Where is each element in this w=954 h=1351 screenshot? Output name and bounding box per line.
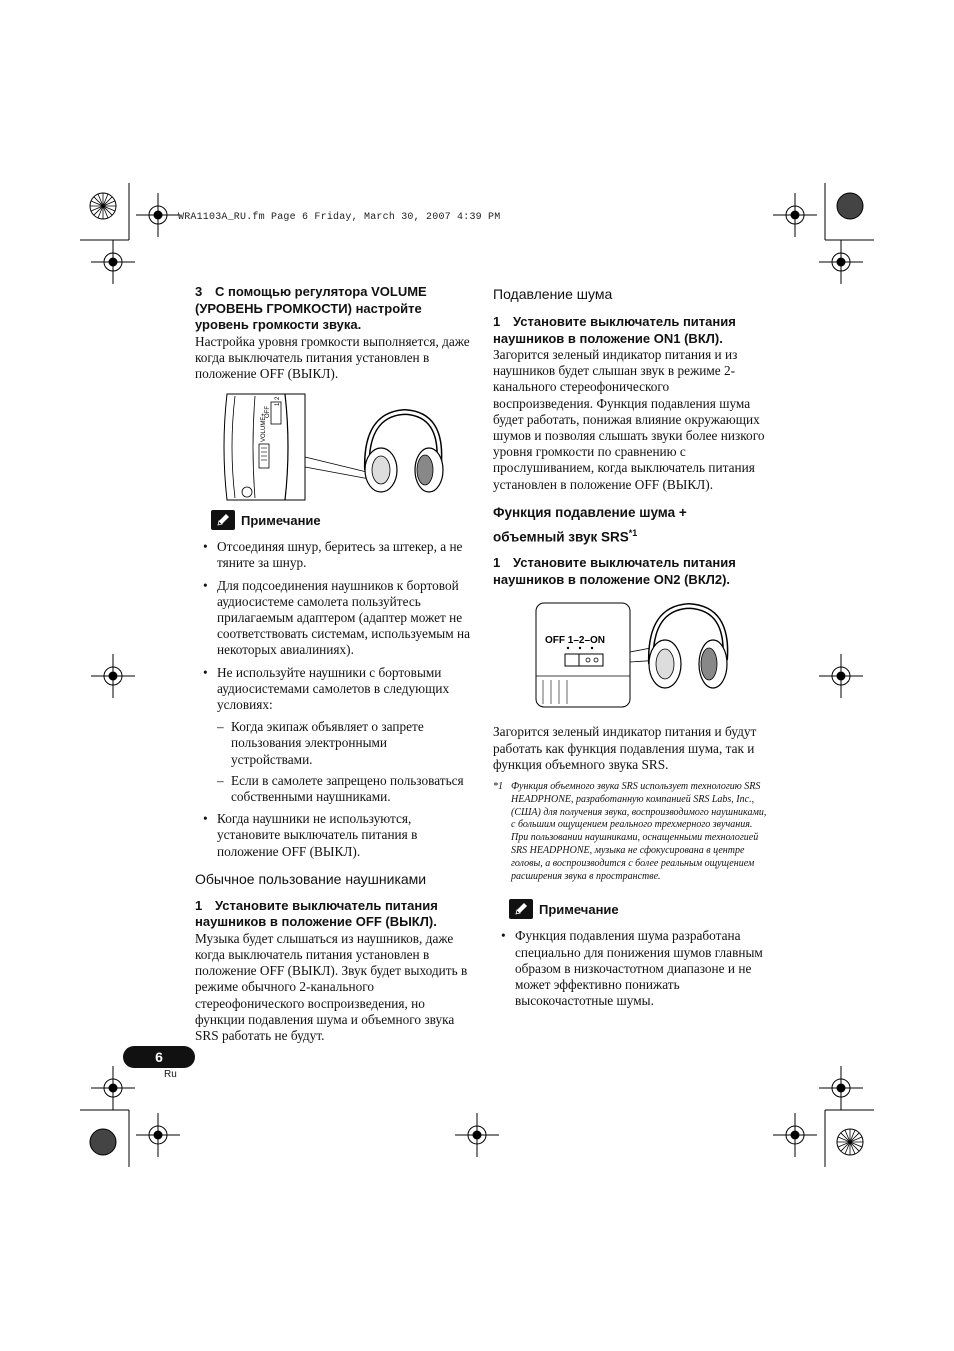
switch-figure xyxy=(493,602,769,710)
section-title-normal: Обычное пользование наушниками xyxy=(195,870,427,887)
step-1-normal: 1 Установите выключатель питания наушников в положение OFF (ВЫКЛ). xyxy=(195,897,438,930)
section-normal-body: Музыка будет слышаться из наушников, даже когда выключатель питания установлен в положение OFF (ВЫКЛ). Звук будет выходить в режиме обычного 2-канального стереофонического воспроизведения, но функции подавления шума и объемного звука SRS работать не будут. xyxy=(195,930,468,1043)
step-3-body: Настройка уровня громкости выполняется, даже когда выключатель питания установлен в положение OFF (ВЫКЛ). xyxy=(195,333,470,381)
list-item: • Не используйте наушники с бортовыми аудиосистемами самолетов в следующих условиях: – Когда экипаж объявляет о запрете пользования электронными устройствами. – Если в самолете запрещено пользоваться собственными наушниками. xyxy=(195,665,471,806)
switch-label: OFF 1–2–ON xyxy=(545,635,606,647)
step-1-nc: 1 Установите выключатель питания наушников в положение ON1 (ВКЛ). xyxy=(493,314,736,346)
footnote-srs: *1 Функция объемного звука SRS использует технологию SRS HEADPHONE, разработанную компанией SRS Labs, Inc., (США) для получения звука, воспроизводимого наушниками, с большим ощущением реального трехмерного звучания. При пользовании наушниками, оснащенными технологией SRS HEADPHONE, музыка не сфокусирована в центре головы, а воспроизводится с более реальным ощущением расширения звука в пространстве. xyxy=(493,780,767,882)
footnote-mark: *1 xyxy=(493,780,503,792)
step-3-heading: 3 С помощью регулятора VOLUME (УРОВЕНЬ ГРОМКОСТИ) настройте уровень громкости звука. xyxy=(195,284,427,332)
section-title-srs: Функция подавление шума + объемный звук SRS$^{*1}$ xyxy=(493,504,687,545)
sub-list-item: – Когда экипаж объявляет о запрете пользования электронными устройствами. xyxy=(217,719,471,768)
list-item: • Функция подавления шума разработана специально для понижения шумов главным образом в низкочастотном диапазоне и не может эффективно понижать высокочастотные шумы. xyxy=(493,928,769,1009)
svg-text:1: 1 xyxy=(275,402,281,407)
note-title: Примечание xyxy=(539,901,619,917)
off-label: OFF xyxy=(265,406,271,419)
list-item: • Когда наушники не используются, установите выключатель питания в положение OFF (ВЫКЛ). xyxy=(195,811,471,860)
list-item: • Отсоединяя шнур, беритесь за штекер, а не тяните за шнур. xyxy=(195,539,471,571)
note-block-left xyxy=(195,510,471,860)
step-1-srs: 1 Установите выключатель питания наушников в положение ON2 (ВКЛ2). xyxy=(493,555,736,587)
note-title: Примечание xyxy=(241,512,321,528)
right-column xyxy=(493,284,769,1015)
note-block-right xyxy=(493,899,769,1009)
language-label: Ru xyxy=(164,1069,177,1080)
file-info-line: WRA1103A_RU.fm Page 6 Friday, March 30, 2007 4:39 PM xyxy=(178,212,501,223)
page-number-badge: 6 xyxy=(123,1046,195,1068)
sub-list-item: – Если в самолете запрещено пользоваться собственными наушниками. xyxy=(217,773,471,805)
list-item: • Для подсоединения наушников к бортовой аудиосистеме самолета пользуйтесь прилагаемым адаптером (адаптер может не соответствовать системам, используемым на некоторых авиалиниях). xyxy=(195,578,471,659)
svg-text:2: 2 xyxy=(275,396,281,401)
section-srs-body: Загорится зеленый индикатор питания и будут работать как функция подавления шума, так и функция объемного звука SRS. xyxy=(493,724,757,772)
section-nc-body: Загорится зеленый индикатор питания и из наушников будет слышан звук в режиме 2-канального стереофонического воспроизведения. Функция подавления шума будет работать, понижая влияние окружающих шумов и позволяя слышать звуки более низкого уровня громкости по сравнению с прослушиванием, когда выключатель питания установлен в положение OFF (ВЫКЛ). xyxy=(493,347,765,492)
section-title-nc: Подавление шума xyxy=(493,286,613,302)
volume-label: VOLUME+ xyxy=(261,413,267,443)
pencil-note-icon xyxy=(509,899,533,919)
left-column xyxy=(195,284,471,1044)
volume-figure xyxy=(195,392,471,502)
pencil-note-icon xyxy=(211,510,235,530)
